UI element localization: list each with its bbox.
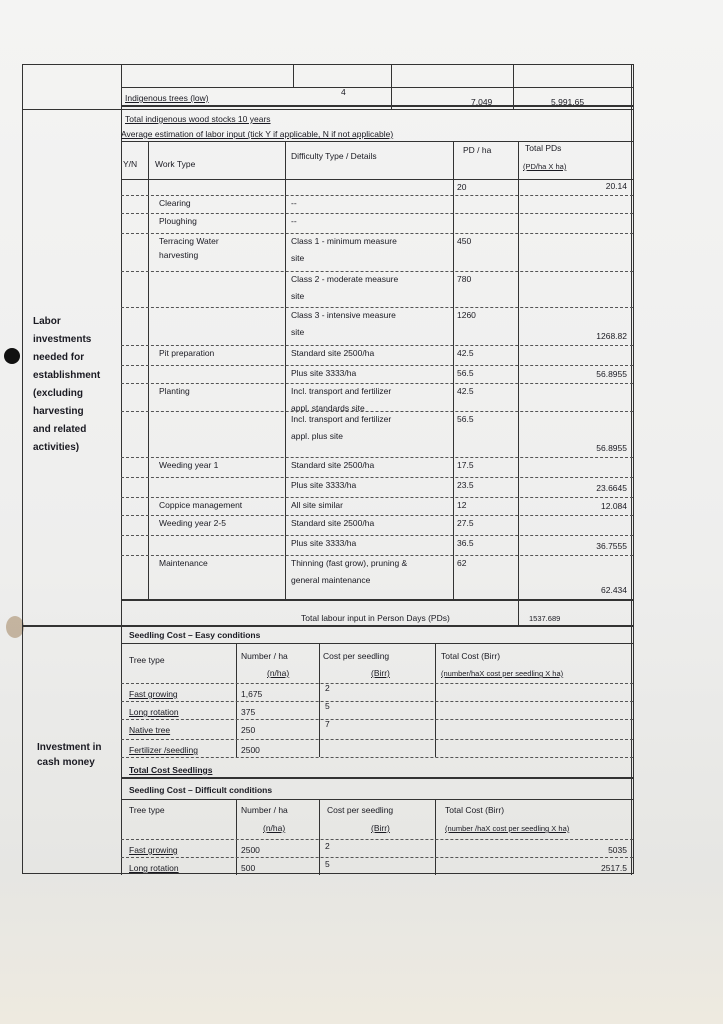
difficulty-cell: Standard site 2500/ha: [291, 518, 375, 528]
difficulty-cell: Standard site 2500/ha: [291, 460, 375, 470]
table-rule: [121, 799, 633, 800]
labor-total-value: 1537.689: [529, 614, 561, 623]
work-type-cell: Pit preparation: [159, 348, 215, 358]
labor-section-label-line: Labor: [33, 316, 61, 327]
easy-tree-type-cell: Long rotation: [129, 707, 179, 717]
easy-tree-type-cell: Fast growing: [129, 689, 178, 699]
pd-ha-cell: 42.5: [457, 386, 474, 396]
labor-section-label-line: investments: [33, 334, 92, 345]
table-rule: [121, 515, 633, 516]
total-indigenous-v1: 7,049: [471, 97, 493, 107]
easy-tree-type-cell: Fertilizer /seedling: [129, 745, 198, 755]
header-total-pd-sub: (PD/ha X ha): [523, 162, 567, 171]
easy-header-total: Total Cost (Birr): [441, 651, 501, 661]
difficulty-cell: Incl. transport and fertilizer: [291, 414, 392, 424]
pd-ha-cell: 56.5: [457, 414, 474, 424]
difficult-tree-type-cell: Long rotation: [129, 863, 179, 873]
table-rule: [518, 599, 519, 625]
easy-tree-type-cell: Native tree: [129, 725, 171, 735]
total-pd-cell: 36.7555: [596, 541, 627, 551]
table-rule: [453, 141, 454, 599]
difficulty-cell: Class 1 - minimum measure: [291, 236, 397, 246]
header-difficulty: Difficulty Type / Details: [291, 151, 377, 161]
difficulty-cell: Incl. transport and fertilizer: [291, 386, 392, 396]
difficulty-cell: Class 3 - intensive measure: [291, 310, 396, 320]
table-rule: [121, 383, 633, 384]
total-pd-cell: 56.8955: [596, 369, 627, 379]
difficult-header-tree: Tree type: [129, 805, 165, 815]
table-rule: [121, 213, 633, 214]
difficulty-cell: Plus site 3333/ha: [291, 538, 357, 548]
difficulty-cell: Standard site 2500/ha: [291, 348, 375, 358]
easy-header-tree: Tree type: [129, 655, 165, 665]
table-rule: [121, 179, 633, 180]
labor-section-label-line: harvesting: [33, 406, 84, 417]
difficulty-cell-2: site: [291, 253, 305, 263]
table-rule: [121, 535, 633, 536]
difficult-header-total: Total Cost (Birr): [445, 805, 505, 815]
labor-section-label-line: establishment: [33, 370, 101, 381]
header-yn: Y/N: [123, 159, 138, 169]
difficult-header-cost-sub: (Birr): [371, 823, 390, 833]
pd-ha-cell: 42.5: [457, 348, 474, 358]
difficult-number-cell: 500: [241, 863, 256, 873]
pd-ha-cell: 1260: [457, 310, 476, 320]
table-rule: [285, 141, 286, 599]
pd-ha-cell: 17.5: [457, 460, 474, 470]
table-rule: [121, 599, 633, 601]
table-rule: [121, 497, 633, 498]
header-pd-ha: PD / ha: [463, 145, 492, 155]
table-rule: [121, 683, 633, 684]
easy-header-cost-sub: (Birr): [371, 668, 390, 678]
easy-header-cost: Cost per seedling: [323, 651, 390, 661]
labor-total-label: Total labour input in Person Days (PDs): [301, 613, 450, 623]
easy-number-cell: 2500: [241, 745, 260, 755]
table-rule: [121, 233, 633, 234]
work-type-cell: Weeding year 1: [159, 460, 219, 470]
indigenous-trees-value: 4: [341, 87, 346, 97]
table-rule: [121, 555, 633, 556]
difficult-tree-type-cell: Fast growing: [129, 845, 178, 855]
total-pd-cell: 12.084: [601, 501, 627, 511]
table-rule: [435, 799, 436, 875]
total-pd-cell: 1268.82: [596, 331, 627, 341]
pd-ha-cell: 23.5: [457, 480, 474, 490]
pd-ha-cell: 12: [457, 500, 467, 510]
header-total-pd: Total PDs: [525, 143, 562, 153]
pd-ha-cell: 450: [457, 236, 472, 246]
work-type-cell: Ploughing: [159, 216, 197, 226]
binder-hole-top: [4, 348, 20, 364]
difficult-title: Seedling Cost – Difficult conditions: [129, 785, 273, 795]
difficulty-cell: Thinning (fast grow), pruning &: [291, 558, 408, 568]
table-rule: [631, 65, 632, 875]
easy-cost-cell: 2: [325, 683, 330, 693]
work-type-cell: Maintenance: [159, 558, 208, 568]
difficulty-cell: --: [291, 198, 297, 208]
easy-number-cell: 375: [241, 707, 256, 717]
difficulty-cell: Plus site 3333/ha: [291, 368, 357, 378]
difficult-cost-cell: 5: [325, 859, 330, 869]
header-work-type: Work Type: [155, 159, 196, 169]
easy-header-number: Number / ha: [241, 651, 288, 661]
difficult-header-number-sub: (n/ha): [263, 823, 286, 833]
difficulty-cell: Plus site 3333/ha: [291, 480, 357, 490]
difficulty-cell-2: appl. standards site: [291, 403, 365, 413]
table-rule: [121, 365, 633, 366]
indigenous-trees-label: Indigenous trees (low): [125, 93, 209, 103]
labor-section-label-line: (excluding: [33, 388, 84, 399]
table-rule: [121, 777, 633, 779]
table-rule: [121, 457, 633, 458]
total-indigenous-v2: 5,991.65: [551, 97, 585, 107]
table-rule: [148, 141, 149, 599]
difficulty-cell: All site similar: [291, 500, 343, 510]
work-type-cell: Weeding year 2-5: [159, 518, 226, 528]
total-pd-cell: 56.8955: [596, 443, 627, 453]
difficulty-cell-2: site: [291, 327, 305, 337]
table-rule: [121, 345, 633, 346]
table-rule: [121, 857, 633, 858]
pd-ha-cell: 36.5: [457, 538, 474, 548]
table-rule: [121, 739, 633, 740]
difficulty-cell-2: appl. plus site: [291, 431, 343, 441]
table-rule: [121, 701, 633, 702]
total-indigenous-label: Total indigenous wood stocks 10 years: [125, 114, 271, 124]
labor-instruction: Average estimation of labor input (tick Y if applicable, N if not applicable): [121, 129, 394, 139]
total-pd-cell: 23.6645: [596, 483, 627, 493]
pd-ha-cell: 20: [457, 182, 467, 192]
labor-section-label-line: activities): [33, 442, 80, 453]
labor-section-label-line: and related: [33, 424, 87, 435]
labor-section-label-line: needed for: [33, 352, 85, 363]
pd-ha-cell: 62: [457, 558, 467, 568]
table-rule: [121, 643, 633, 644]
easy-number-cell: 250: [241, 725, 256, 735]
table-rule: [121, 271, 633, 272]
table-rule: [121, 195, 633, 196]
work-type-cell-2: harvesting: [159, 250, 199, 260]
table-rule: [23, 625, 633, 627]
work-type-cell: Planting: [159, 386, 190, 396]
work-type-cell: Terracing Water: [159, 236, 219, 246]
easy-header-number-sub: (n/ha): [267, 668, 290, 678]
total-pd-cell: 62.434: [601, 585, 627, 595]
easy-cost-cell: 7: [325, 719, 330, 729]
table-rule: [121, 411, 633, 412]
investment-section-label-line: Investment in: [37, 742, 102, 753]
table-rule: [121, 719, 633, 720]
difficulty-cell-2: site: [291, 291, 305, 301]
investment-section-label-line: cash money: [37, 757, 95, 768]
pd-ha-cell: 56.5: [457, 368, 474, 378]
form-table: [22, 64, 634, 874]
easy-total-label: Total Cost Seedlings: [129, 765, 213, 775]
difficult-header-number: Number / ha: [241, 805, 288, 815]
table-rule: [121, 757, 633, 758]
difficulty-cell: Class 2 - moderate measure: [291, 274, 399, 284]
difficulty-cell: --: [291, 216, 297, 226]
table-rule: [121, 307, 633, 308]
table-rule: [236, 799, 237, 875]
total-pd-cell: 20.14: [605, 181, 627, 191]
easy-cost-cell: 5: [325, 701, 330, 711]
difficult-header-total-sub: (number /haX cost per seedling X ha): [445, 824, 570, 833]
difficult-total-cell: 5035: [608, 845, 627, 855]
easy-title: Seedling Cost – Easy conditions: [129, 630, 261, 640]
table-rule: [518, 141, 519, 599]
work-type-cell: Coppice management: [159, 500, 243, 510]
difficult-total-cell: 2517.5: [601, 863, 627, 873]
difficult-cost-cell: 2: [325, 841, 330, 851]
easy-number-cell: 1,675: [241, 689, 263, 699]
pd-ha-cell: 780: [457, 274, 472, 284]
table-rule: [121, 839, 633, 840]
table-rule: [319, 799, 320, 875]
easy-header-total-sub: (number/haX cost per seedling X ha): [441, 669, 564, 678]
pd-ha-cell: 27.5: [457, 518, 474, 528]
table-rule: [121, 477, 633, 478]
difficulty-cell-2: general maintenance: [291, 575, 371, 585]
difficult-header-cost: Cost per seedling: [327, 805, 394, 815]
work-type-cell: Clearing: [159, 198, 191, 208]
difficult-number-cell: 2500: [241, 845, 260, 855]
